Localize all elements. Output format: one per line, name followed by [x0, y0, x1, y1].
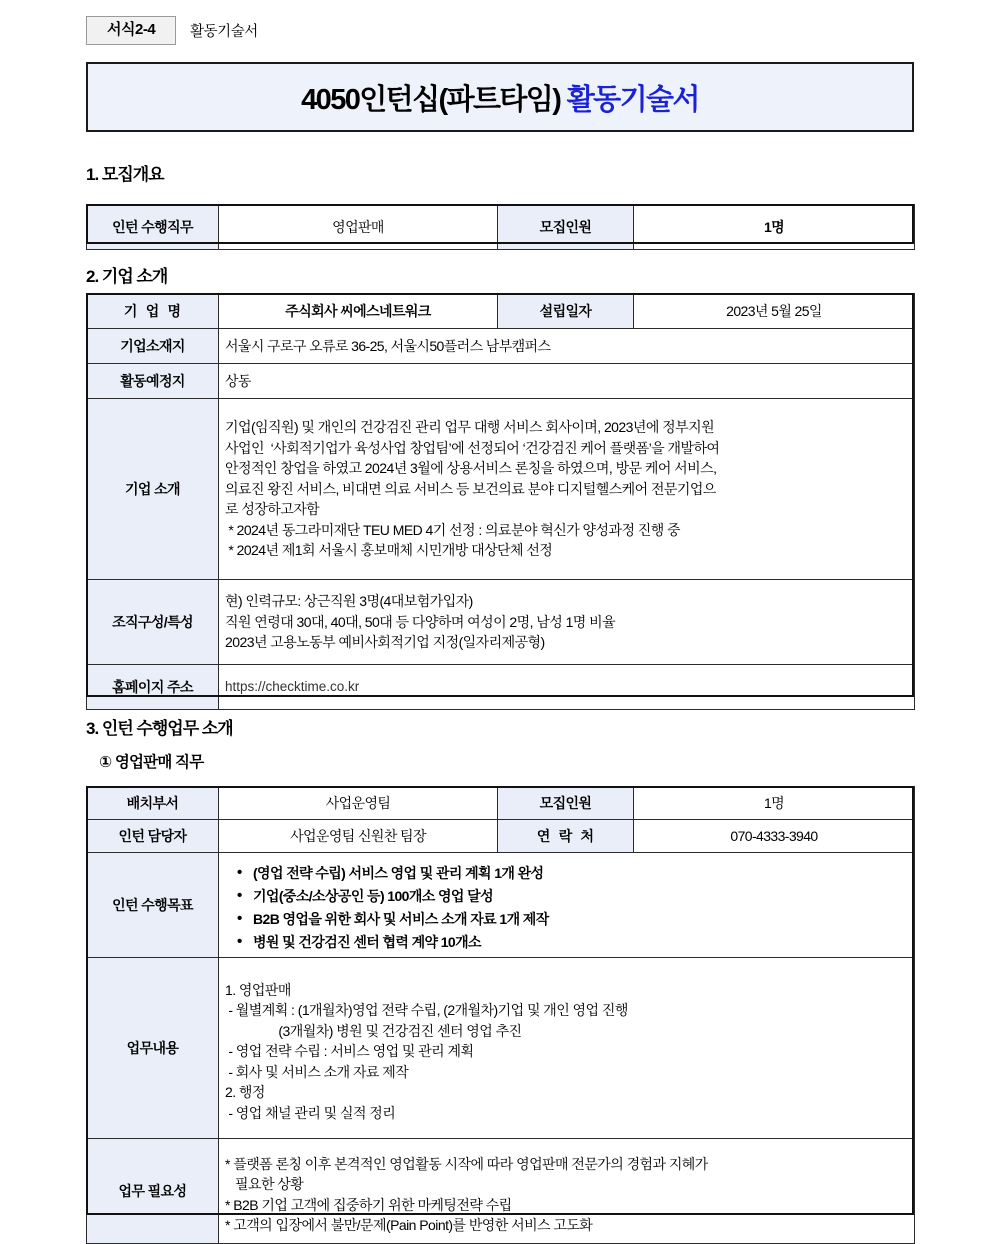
cell-goals-label: 인턴 수행목표 [87, 853, 219, 958]
title-blue-part: 활동기술서 [566, 83, 699, 116]
list-item: • B2B 영업을 위한 회사 및 서비스 소개 자료 1개 제작 [233, 908, 908, 931]
cell-contact-label: 연 락 처 [498, 820, 634, 853]
table-row [87, 294, 915, 329]
cell-org-value [219, 580, 915, 665]
table-row [87, 364, 915, 399]
cell-goals-value [219, 853, 915, 958]
cell-dept-value: 사업운영팀 [219, 787, 498, 820]
cell-duty-headcount-value: 1명 [634, 787, 915, 820]
text-line: 1. 영업판매 [225, 981, 291, 998]
goals-list [233, 862, 908, 954]
homepage-url[interactable]: https://checktime.co.kr [225, 678, 360, 694]
cell-contact-value: 070-4333-3940 [634, 820, 915, 853]
cell-company-intro-label: 기업 소개 [87, 399, 219, 580]
table-row [87, 399, 915, 580]
cell-duties-value [219, 958, 915, 1139]
cell-org-label: 조직구성/특성 [87, 580, 219, 665]
cell-dept-label: 배치부서 [87, 787, 219, 820]
cell-necessity-label: 업무 필요성 [87, 1139, 219, 1244]
recruit-overview-table [86, 204, 915, 250]
table-row [87, 665, 915, 710]
cell-necessity-value [219, 1139, 915, 1244]
cell-company-intro-value [219, 399, 915, 580]
cell-manager-label: 인턴 담당자 [87, 820, 219, 853]
text-line: * B2B 기업 고객에 집중하기 위한 마케팅전략 수립 [225, 1196, 512, 1213]
cell-duties-label: 업무내용 [87, 958, 219, 1139]
cell-founded-value: 2023년 5월 25일 [634, 294, 915, 329]
cell-duty-headcount-label: 모집인원 [498, 787, 634, 820]
list-item: • 병원 및 건강검진 센터 협력 계약 10개소 [233, 931, 908, 954]
text-line: 사업인 ‘사회적기업가 육성사업 창업팀’에 선정되어 ‘건강검진 케어 플랫폼’을 개발하여 [225, 439, 720, 456]
text-line: - 영업 전략 수립 : 서비스 영업 및 관리 계획 [225, 1043, 474, 1060]
list-item: • 기업(중소/소상공인 등) 100개소 영업 달성 [233, 885, 908, 908]
table-row [87, 820, 915, 853]
text-line: (3개월차) 병원 및 건강검진 센터 영업 추진 [225, 1022, 522, 1039]
text-line: * 2024년 동그라미재단 TEU MED 4기 선정 : 의료분야 혁신가 양성과정 진행 중 [225, 521, 681, 538]
table-row [87, 205, 915, 250]
cell-homepage-label: 홈페이지 주소 [87, 665, 219, 710]
text-line: * 플랫폼 론칭 이후 본격적인 영업활동 시작에 따라 영업판매 전문가의 경험과 지혜가 [225, 1155, 708, 1172]
section-3-heading: 3. 인턴 수행업무 소개 [86, 719, 233, 738]
cell-founded-label: 설립일자 [498, 294, 634, 329]
form-tag-row [86, 16, 258, 45]
title-black-part: 4050인턴십(파트타임) [301, 83, 561, 116]
text-line: - 월별계획 : (1개월차)영업 전략 수립, (2개월차)기업 및 개인 영업 진행 [225, 1002, 628, 1019]
text-line: 의료진 왕진 서비스, 비대면 의료 서비스 등 보건의료 분야 디지털헬스케어 전문기업으 [225, 480, 716, 497]
text-line: 안정적인 창업을 하였고 2024년 3월에 상용서비스 론칭을 하였으며, 방문 케어 서비스, [225, 460, 717, 477]
text-line: * 2024년 제1회 서울시 홍보매체 시민개방 대상단체 선정 [225, 542, 553, 559]
cell-manager-value: 사업운영팀 신원찬 팀장 [219, 820, 498, 853]
text-line: * 고객의 입장에서 불만/문제(Pain Point)를 반영한 서비스 고도화 [225, 1217, 593, 1233]
text-line: 필요한 상황 [225, 1176, 304, 1192]
text-line: 2023년 고용노동부 예비사회적기업 지정(일자리제공형) [225, 634, 545, 651]
cell-intern-job-label: 인턴 수행직무 [87, 205, 219, 250]
list-item: • (영업 전략 수립) 서비스 영업 및 관리 계획 1개 완성 [233, 862, 908, 885]
cell-worksite-value: 상동 [219, 364, 915, 399]
table-row [87, 853, 915, 958]
cell-company-name-label: 기 업 명 [87, 294, 219, 329]
cell-worksite-label: 활동예정지 [87, 364, 219, 399]
cell-address-value: 서울시 구로구 오류로 36-25, 서울시50플러스 남부캠퍼스 [219, 329, 915, 364]
text-line: 현) 인력규모: 상근직원 3명(4대보험가입자) [225, 593, 473, 610]
section-1-heading: 1. 모집개요 [86, 165, 164, 184]
text-line: 직원 연령대 30대, 40대, 50대 등 다양하며 여성이 2명, 남성 1명 비율 [225, 613, 616, 630]
cell-headcount-label: 모집인원 [498, 205, 634, 250]
cell-intern-job-value: 영업판매 [219, 205, 498, 250]
form-code-box: 서식2-4 [86, 16, 176, 45]
section-2-heading: 2. 기업 소개 [86, 267, 168, 286]
text-line: 2. 행정 [225, 1084, 265, 1101]
table-row [87, 329, 915, 364]
document-title [301, 77, 699, 118]
section-3-subheading: ① 영업판매 직무 [99, 754, 204, 771]
table-row [87, 1139, 915, 1244]
text-line: - 영업 채널 관리 및 실적 정리 [225, 1104, 396, 1121]
cell-homepage-value [219, 665, 915, 710]
cell-headcount-value: 1명 [634, 205, 915, 250]
cell-company-name-value: 주식회사 씨에스네트워크 [219, 294, 498, 329]
document-title-box [86, 62, 914, 132]
text-line: 로 성장하고자함 [225, 501, 320, 518]
form-tag-label: 활동기술서 [190, 24, 258, 40]
text-line: - 회사 및 서비스 소개 자료 제작 [225, 1063, 409, 1080]
company-info-table [86, 293, 915, 710]
intern-duty-table [86, 786, 915, 1244]
text-line: 기업(임직원) 및 개인의 건강검진 관리 업무 대행 서비스 회사이며, 2023년에 정부지원 [225, 419, 715, 436]
table-row [87, 580, 915, 665]
table-row [87, 787, 915, 820]
cell-address-label: 기업소재지 [87, 329, 219, 364]
table-row [87, 958, 915, 1139]
